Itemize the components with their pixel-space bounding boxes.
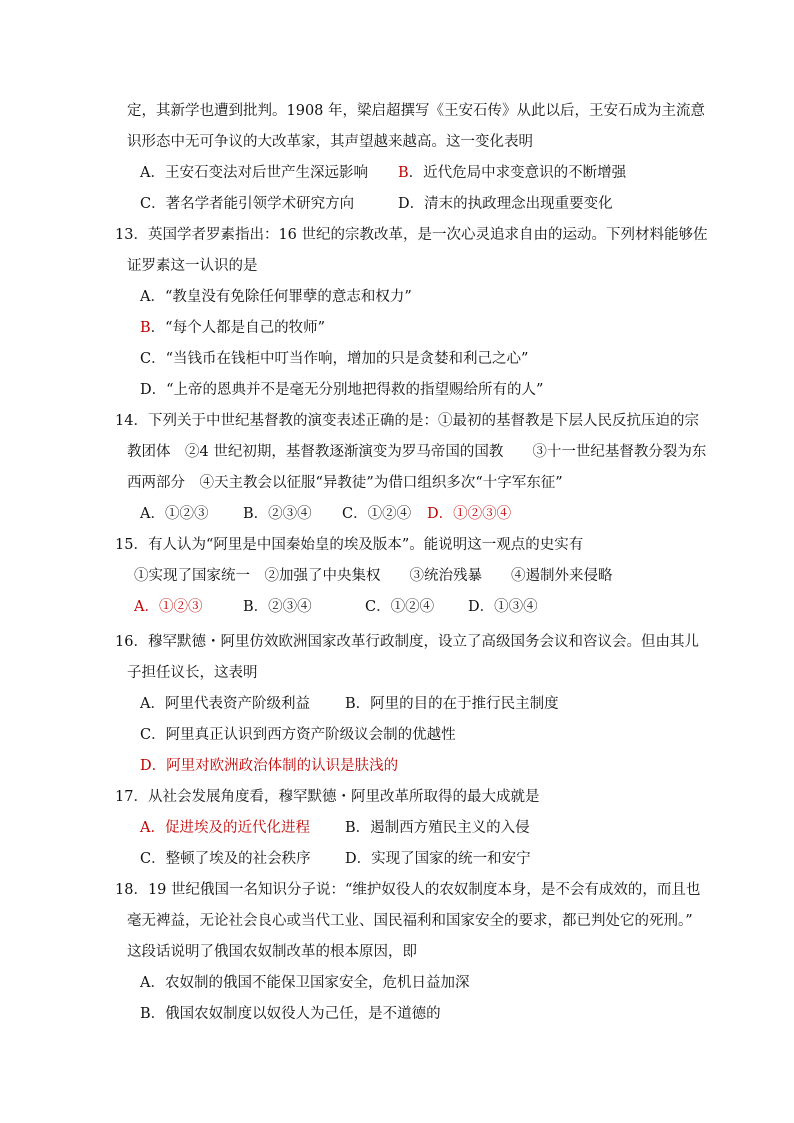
intro-option-c: C．著名学者能引领学术研究方向 — [140, 196, 355, 212]
q14-option-d: D．①②③④ — [427, 506, 512, 522]
q13-line-1: 13．英国学者罗素指出：16 世纪的宗教改革，是一次心灵追求自由的运动。下列材料能够佐 — [115, 227, 708, 243]
q16-option-d: D．阿里对欧洲政治体制的认识是肤浅的 — [140, 758, 399, 774]
q13-line-2: 证罗素这一认识的是 — [127, 258, 258, 274]
q13-option-a: A．“教皇没有免除任何罪孽的意志和权力” — [140, 289, 412, 305]
q14-option-b: B．②③④ — [243, 506, 312, 522]
intro-line-1: 定，其新学也遭到批判。1908 年，梁启超撰写《王安石传》从此以后，王安石成为主流意 — [127, 103, 706, 119]
q18-line-1: 18．19 世纪俄国一名知识分子说：“维护奴役人的农奴制度本身，是不会有成效的，而且也 — [115, 882, 701, 898]
q18-line-3: 这段话说明了俄国农奴制改革的根本原因，即 — [127, 944, 417, 960]
q16-line-1: 16．穆罕默德・阿里仿效欧洲国家改革行政制度，设立了高级国务会议和咨议会。但由其儿 — [115, 634, 699, 650]
q13-option-d: D．“上帝的恩典并不是毫无分别地把得救的指望赐给所有的人” — [140, 382, 544, 398]
intro-option-a: A．王安石变法对后世产生深远影响 — [140, 165, 368, 181]
q17-option-c: C．整顿了埃及的社会秩序 — [140, 851, 311, 867]
option-text: ．近代危局中求变意识的不断增强 — [408, 165, 627, 181]
q16-line-2: 子担任议长，这表明 — [127, 665, 258, 681]
q16-option-a: A．阿里代表资产阶级利益 — [140, 696, 310, 712]
q15-option-a: A．①②③ — [134, 599, 203, 615]
option-text: ．“每个人都是自己的牧师” — [150, 320, 325, 336]
answer-letter: B — [398, 165, 409, 181]
q17-line-1: 17．从社会发展角度看，穆罕默德・阿里改革所取得的最大成就是 — [115, 789, 540, 805]
q17-option-b: B．遏制西方殖民主义的入侵 — [345, 820, 530, 836]
answer-letter: B — [140, 320, 151, 336]
intro-option-d: D．清末的执政理念出现重要变化 — [398, 196, 613, 212]
q15-option-d: D．①③④ — [468, 599, 538, 615]
intro-line-2: 识形态中无可争议的大改革家，其声望越来越高。这一变化表明 — [127, 134, 533, 150]
q14-line-1: 14．下列关于中世纪基督教的演变表述正确的是：①最初的基督教是下层人民反抗压迫的宗 — [115, 413, 699, 429]
q18-option-a: A．农奴制的俄国不能保卫国家安全，危机日益加深 — [140, 975, 470, 991]
q14-line-2: 教团体 ②4 世纪初期，基督教逐渐演变为罗马帝国的国教 ③十一世纪基督教分裂为东 — [127, 444, 707, 460]
q15-line-1: 15．有人认为“阿里是中国秦始皇的埃及版本”。能说明这一观点的史实有 — [115, 537, 584, 553]
q13-option-c: C．“当钱币在钱柜中叮当作响，增加的只是贪婪和利己之心” — [140, 351, 529, 367]
q16-option-b: B．阿里的目的在于推行民主制度 — [345, 696, 559, 712]
q17-option-d: D．实现了国家的统一和安宁 — [345, 851, 531, 867]
q14-line-3: 西两部分 ④天主教会以征服“异教徒”为借口组织多次“十字军东征” — [127, 475, 563, 491]
q16-option-c: C．阿里真正认识到西方资产阶级议会制的优越性 — [140, 727, 456, 743]
q18-line-2: 毫无裨益，无论社会良心或当代工业、国民福利和国家安全的要求，都已判处它的死刑。” — [127, 913, 693, 929]
q15-option-b: B．②③④ — [243, 599, 312, 615]
q14-option-a: A．①②③ — [140, 506, 209, 522]
q17-option-a: A．促进埃及的近代化进程 — [140, 820, 310, 836]
q15-line-2: ①实现了国家统一 ②加强了中央集权 ③统治残暴 ④遏制外来侵略 — [134, 568, 613, 584]
intro-option-b — [398, 163, 626, 183]
q13-option-b — [140, 318, 325, 338]
q15-option-c: C．①②④ — [365, 599, 435, 615]
q18-option-b: B．俄国农奴制度以奴役人为己任，是不道德的 — [140, 1006, 441, 1022]
q14-option-c: C．①②④ — [342, 506, 412, 522]
